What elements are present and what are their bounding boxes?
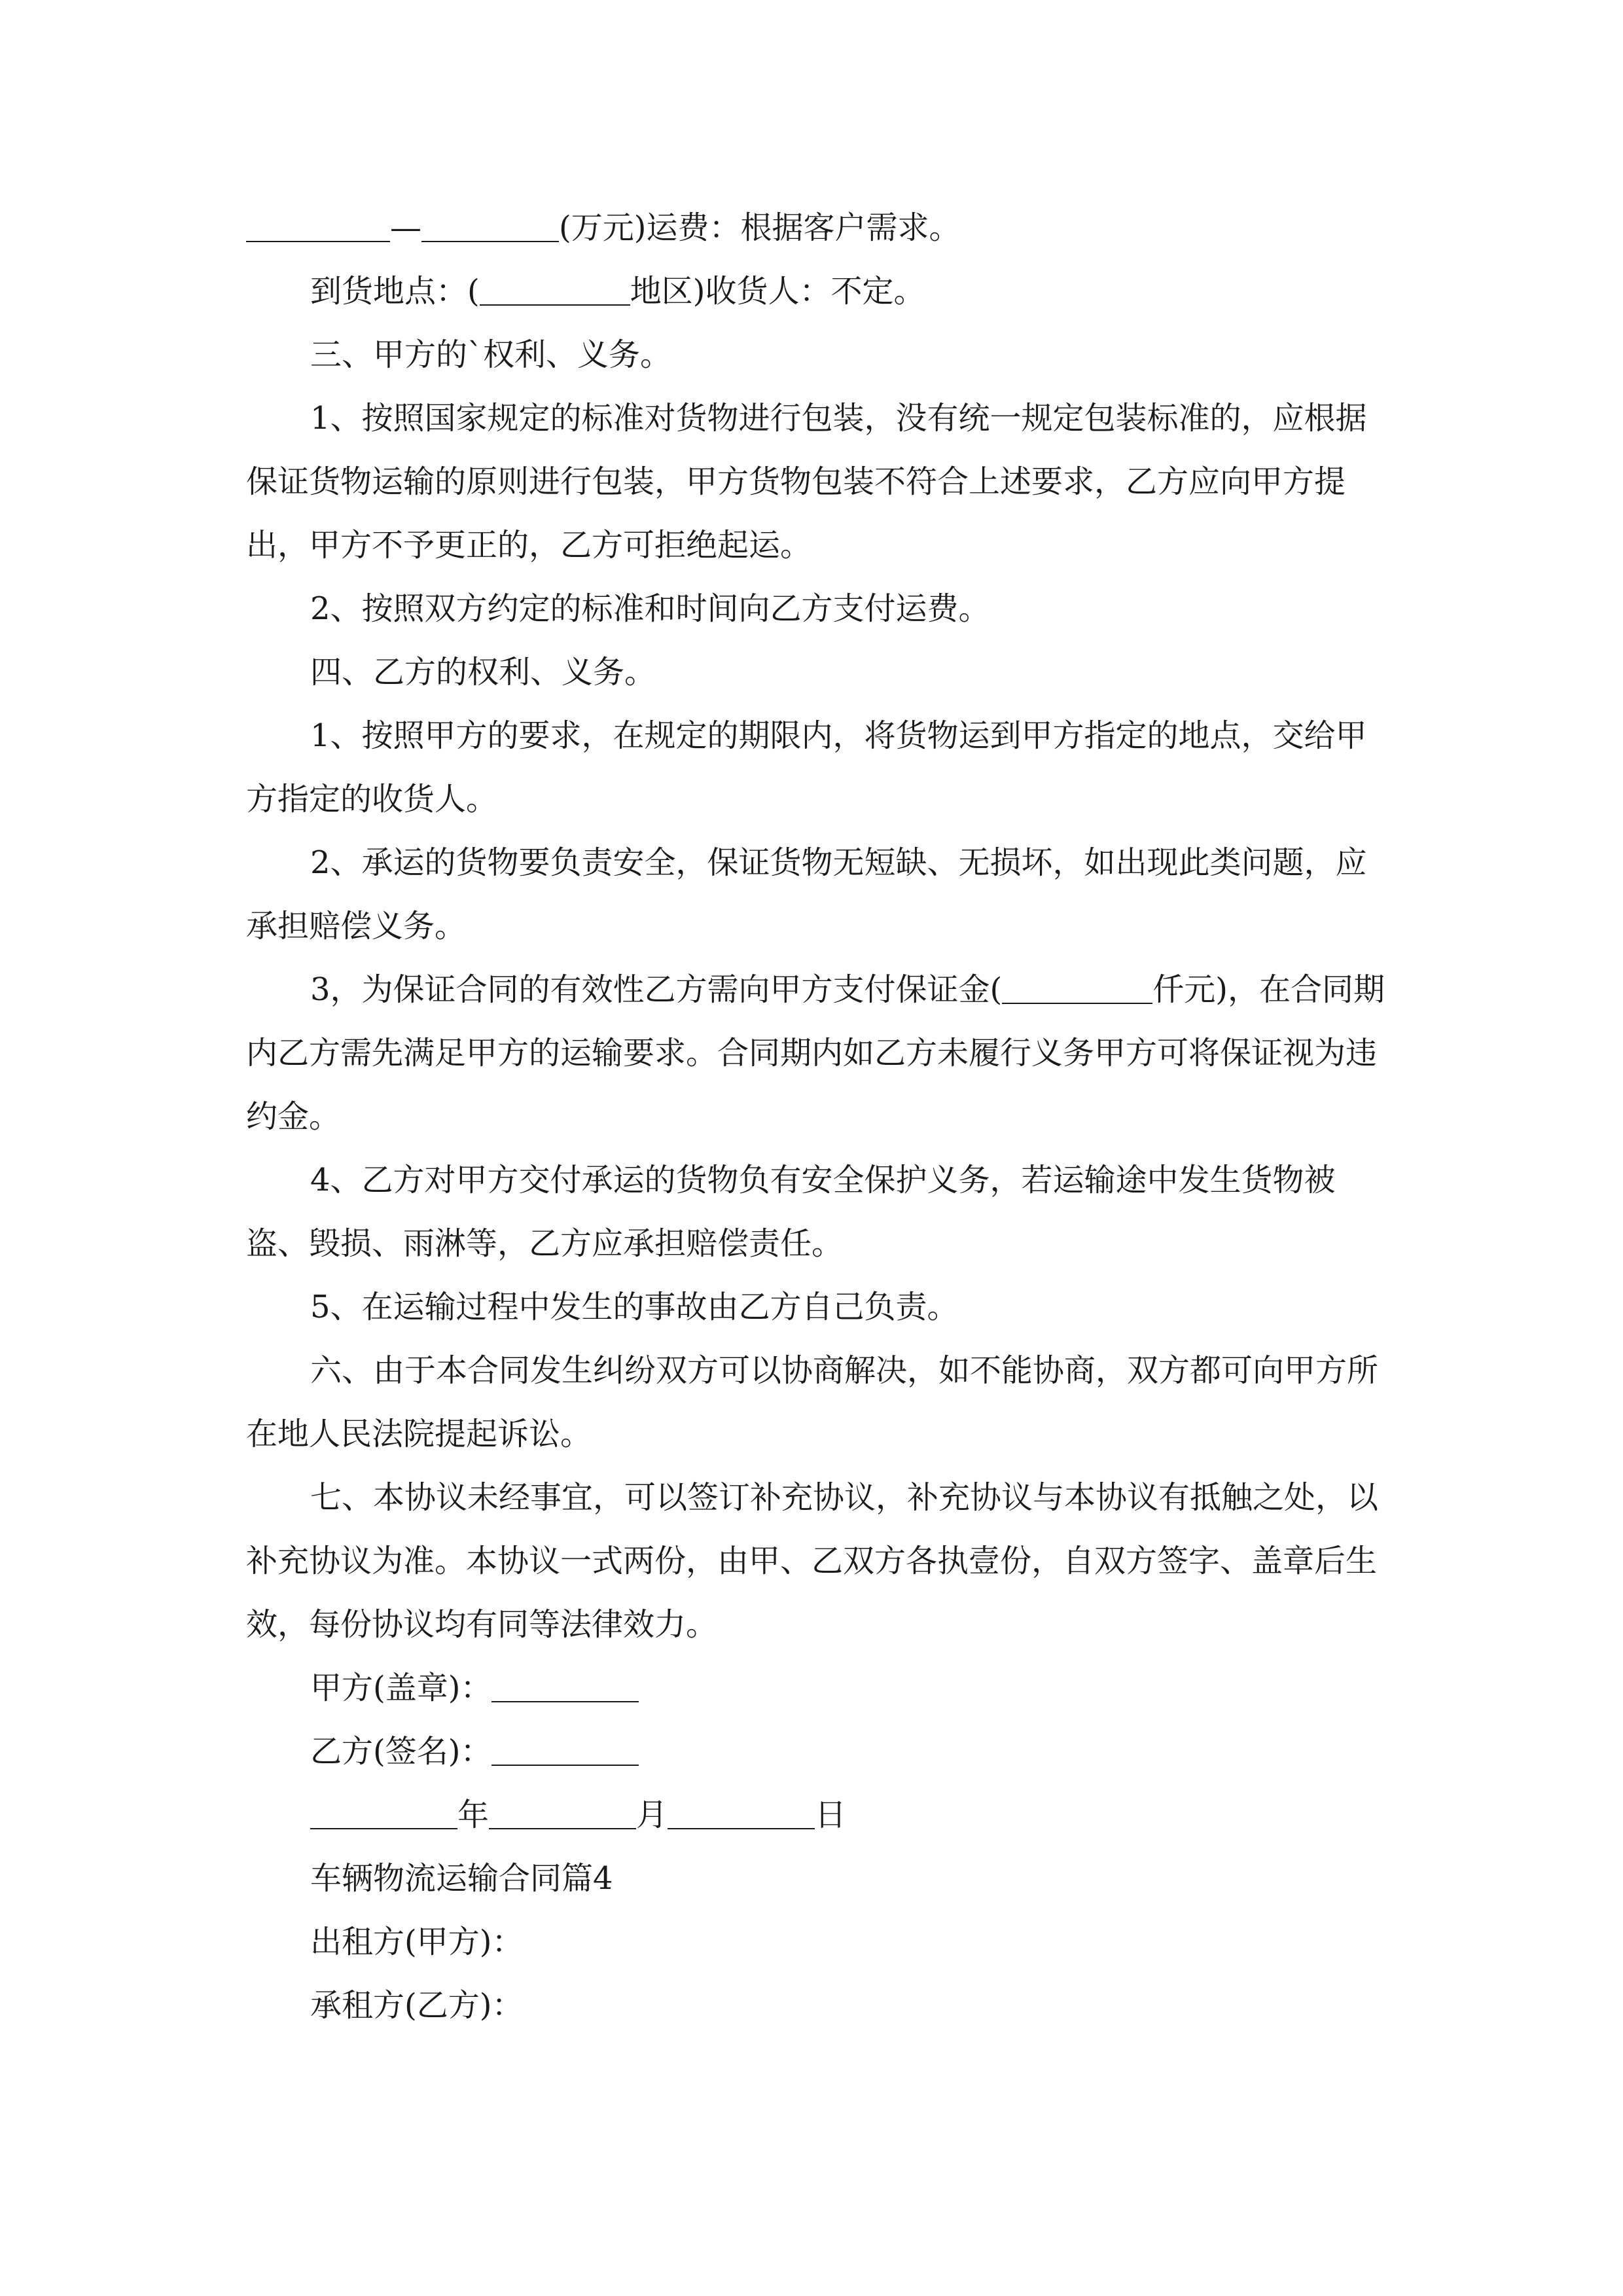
section-4-item-2: 2、承运的货物要负责安全，保证货物无短缺、无损坏，如出现此类问题，应承担赔偿义务。 — [246, 844, 1367, 944]
document-body — [246, 196, 1385, 2037]
section-6: 六、由于本合同发生纠纷双方可以协商解决，如不能协商，双方都可向甲方所在地人民法院提起诉讼。 — [246, 1352, 1379, 1452]
dash: — — [390, 209, 421, 246]
month-label: 月 — [636, 1797, 668, 1833]
deposit-text-head: 3，为保证合同的有效性乙方需向甲方支付保证金( — [310, 971, 1003, 1008]
freight-amount-line — [246, 196, 1385, 260]
section-4-item-5: 5、在运输过程中发生的事故由乙方自己负责。 — [310, 1289, 959, 1325]
signature-party-b — [246, 1720, 1385, 1784]
section-3-title: 三、甲方的`权利、义务。 — [310, 336, 672, 373]
signature-party-a — [246, 1657, 1385, 1720]
date-line — [246, 1784, 1385, 1847]
blank-field[interactable] — [480, 276, 630, 306]
party-a-label: 甲方(盖章)： — [310, 1670, 492, 1706]
section-4-title: 四、乙方的权利、义务。 — [310, 654, 656, 691]
blank-field[interactable] — [421, 212, 559, 242]
deposit-text-tail: 仟元)，在合同期内乙方需先满足甲方的运输要求。合同期内如乙方未履行义务甲方可将保证视为违约金。 — [246, 971, 1385, 1135]
freight-text: (万元)运费：根据客户需求。 — [559, 209, 961, 246]
blank-field[interactable] — [489, 1799, 636, 1829]
lessor-line: 出租方(甲方)： — [310, 1924, 524, 1960]
blank-field[interactable] — [246, 212, 390, 242]
blank-field[interactable] — [491, 1672, 639, 1702]
destination-line — [246, 260, 1385, 323]
section-4-item-3 — [246, 958, 1385, 1149]
year-label: 年 — [457, 1797, 490, 1833]
section-3-item-2: 2、按照双方约定的标准和时间向乙方支付运费。 — [310, 590, 990, 627]
destination-label: 到货地点：( — [310, 273, 480, 310]
blank-field[interactable] — [310, 1799, 457, 1829]
party-b-label: 乙方(签名)： — [310, 1733, 492, 1770]
day-label: 日 — [815, 1797, 847, 1833]
section-7: 七、本协议未经事宜，可以签订补充协议，补充协议与本协议有抵触之处，以补充协议为准。本协议一式两份，由甲、乙双方各执壹份，自双方签字、盖章后生效，每份协议均有同等法律效力。 — [246, 1479, 1379, 1643]
blank-field[interactable] — [668, 1799, 815, 1829]
blank-field[interactable] — [1002, 974, 1152, 1004]
lessee-line: 承租方(乙方)： — [310, 1987, 524, 2024]
next-contract-title: 车辆物流运输合同篇4 — [310, 1860, 613, 1897]
destination-tail: 地区)收货人：不定。 — [630, 273, 925, 310]
section-4-item-1: 1、按照甲方的要求，在规定的期限内，将货物运到甲方指定的地点，交给甲方指定的收货人。 — [246, 717, 1367, 817]
section-4-item-4: 4、乙方对甲方交付承运的货物负有安全保护义务，若运输途中发生货物被盗、毁损、雨淋等，乙方应承担赔偿责任。 — [246, 1162, 1336, 1262]
section-3-item-1: 1、按照国家规定的标准对货物进行包装，没有统一规定包装标准的，应根据保证货物运输的原则进行包装，甲方货物包装不符合上述要求，乙方应向甲方提出，甲方不予更正的，乙方可拒绝起运。 — [246, 400, 1367, 564]
blank-field[interactable] — [491, 1736, 639, 1766]
